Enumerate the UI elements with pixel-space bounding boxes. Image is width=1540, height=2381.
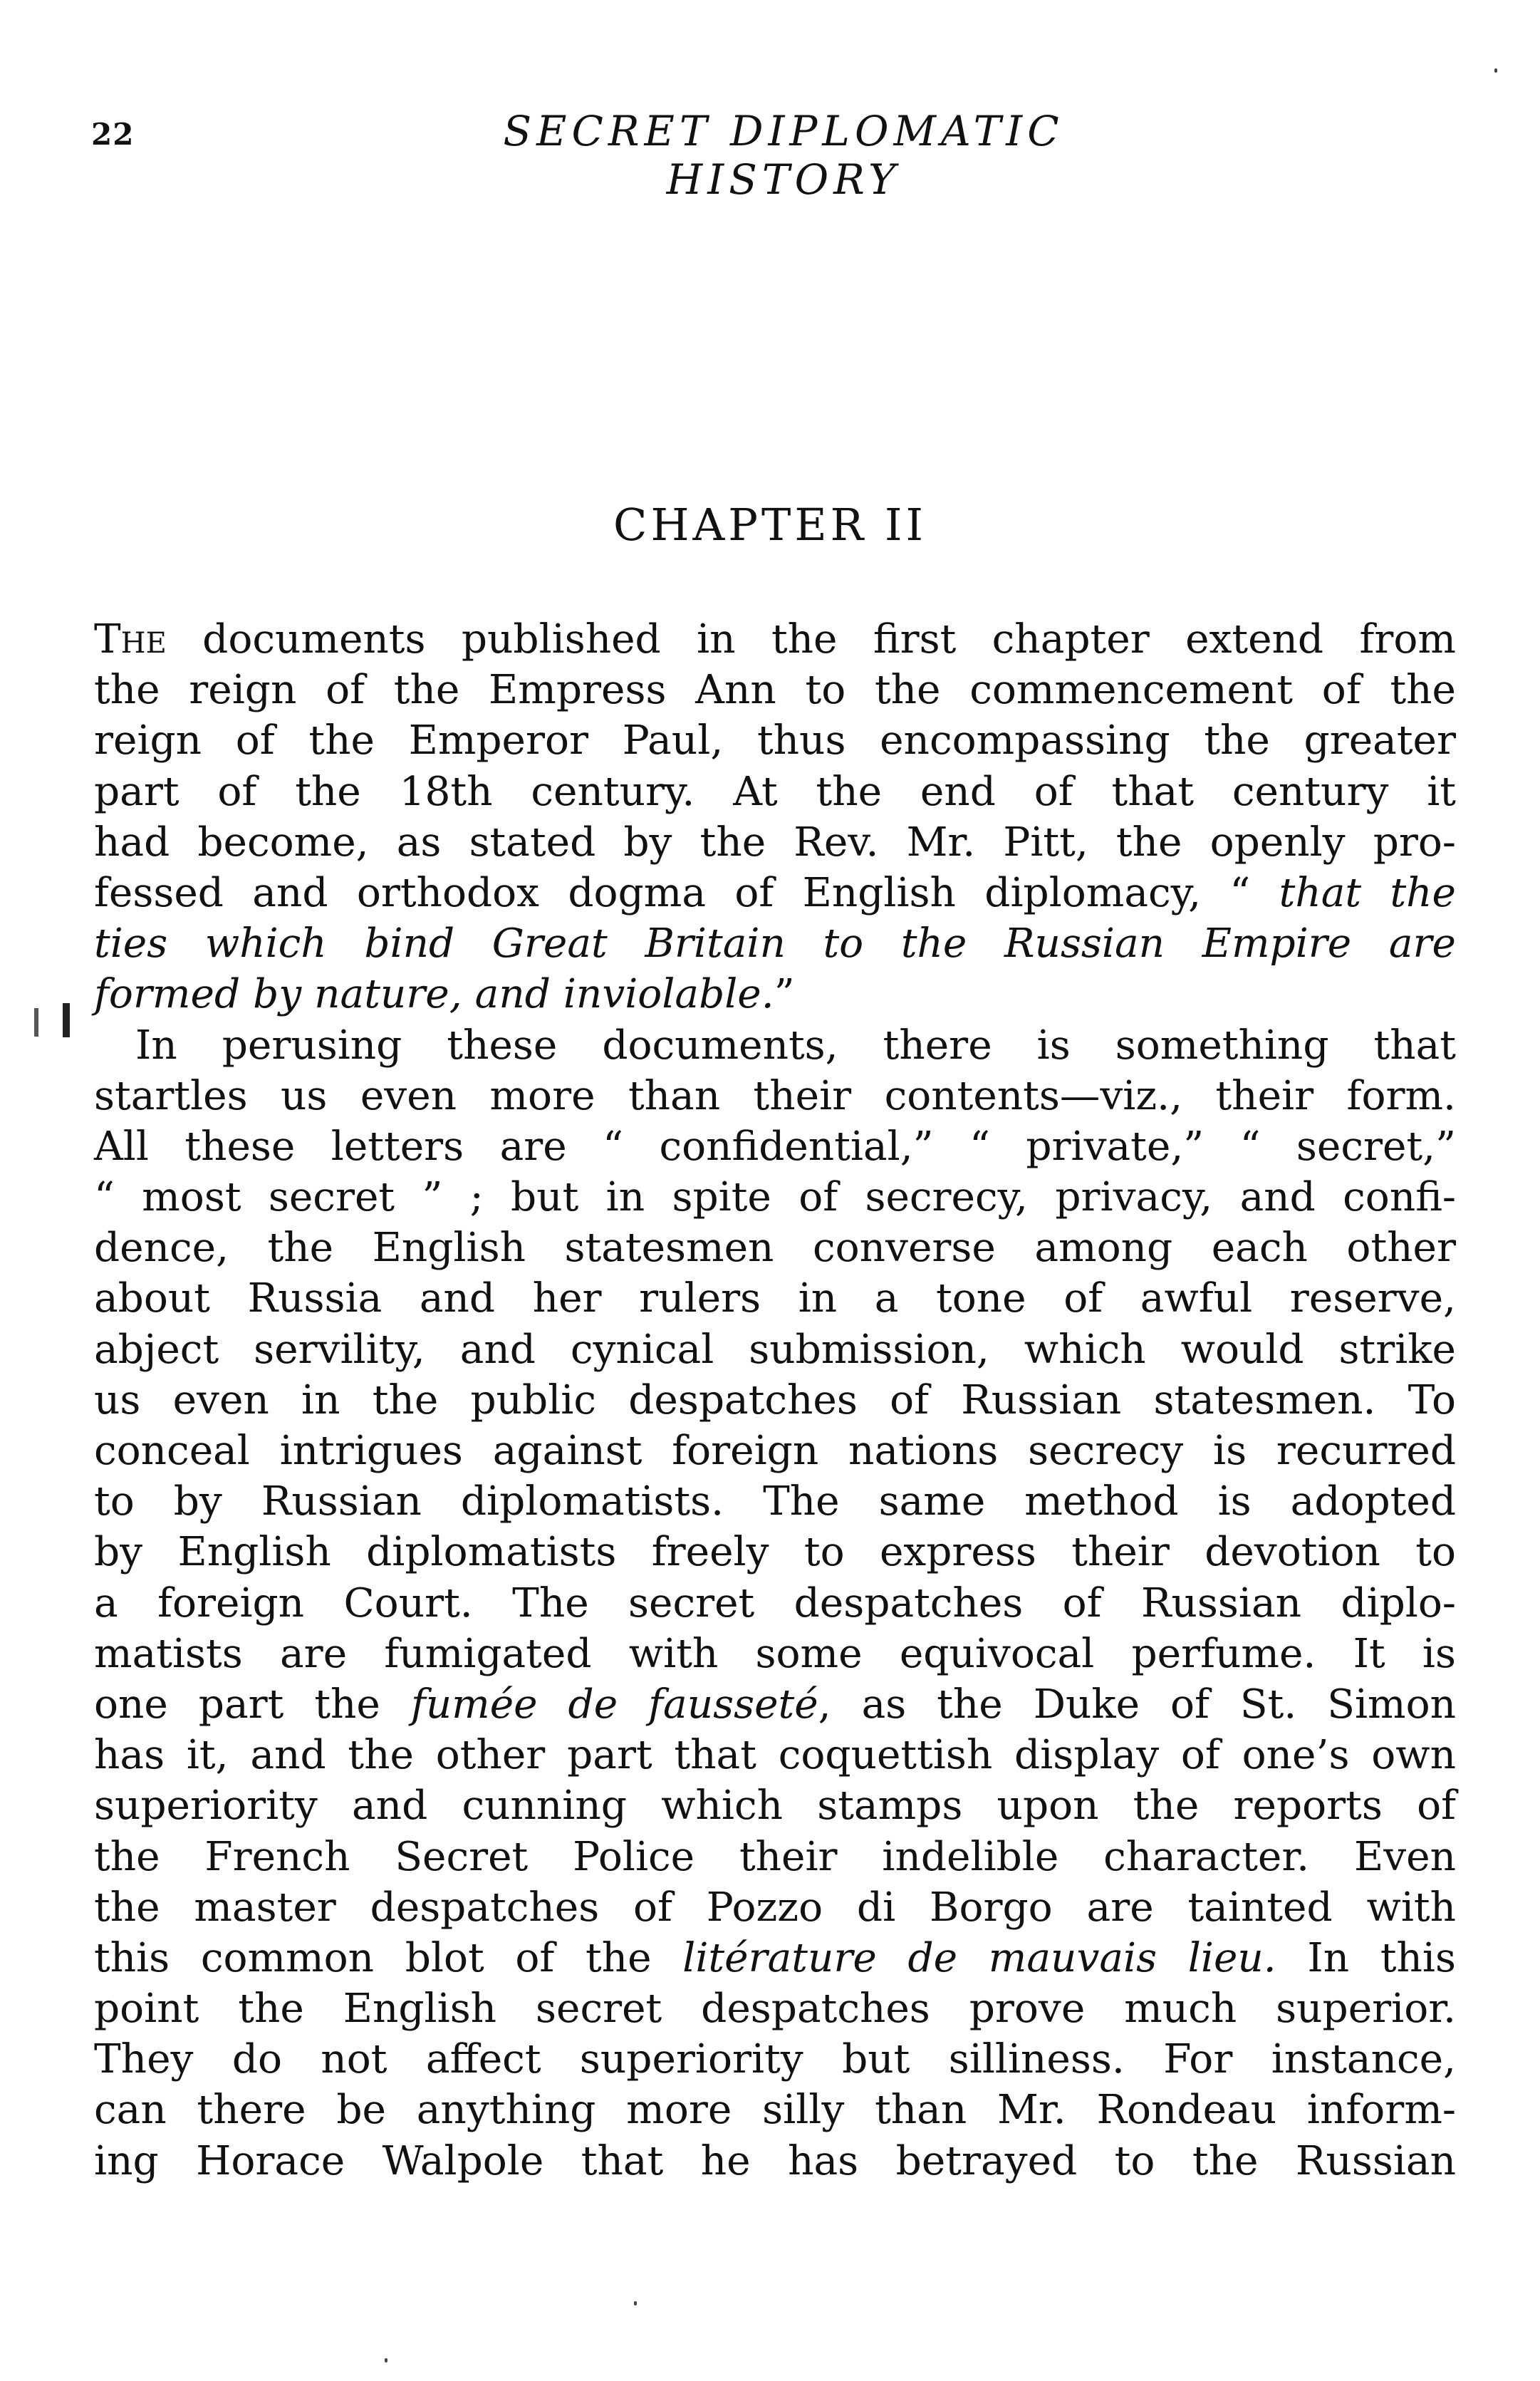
- text-run: dence, the English statesmen converse among each other: [94, 1225, 1456, 1272]
- text-line: [94, 2136, 1456, 2187]
- text-run: In perusing these documents, there is something that: [135, 1022, 1456, 1069]
- text-run: reign of the Emperor Paul, thus encompassing the greater: [94, 717, 1456, 764]
- text-line: [94, 614, 1456, 665]
- text-line: [94, 817, 1456, 868]
- text-run: point the English secret despatches prove much superior.: [94, 1986, 1456, 2033]
- text-line: [94, 1983, 1456, 2034]
- text-run: In this: [1276, 1934, 1456, 1981]
- text-run: a foreign Court. The secret despatches of Russian diplo-: [94, 1579, 1456, 1627]
- text-run: can there be anything more silly than Mr. Rondeau inform-: [94, 2087, 1456, 2134]
- text-run: the master despatches of Pozzo di Borgo are tainted with: [94, 1884, 1456, 1931]
- text-line: [94, 1324, 1456, 1375]
- text-line: [94, 1730, 1456, 1780]
- text-line: [94, 1476, 1456, 1527]
- margin-mark: [34, 1008, 38, 1037]
- text-line: [94, 1578, 1456, 1629]
- chapter-title: CHAPTER II: [613, 499, 927, 551]
- text-line: [94, 1679, 1456, 1730]
- text-line: [94, 1172, 1456, 1223]
- text-line: [94, 767, 1456, 817]
- speck: [385, 2358, 387, 2362]
- text-line: [94, 1527, 1456, 1577]
- text-line: [94, 1121, 1456, 1172]
- italic-run: formed by nature, and inviolable.: [94, 971, 774, 1018]
- italic-run: ties which bind Great Britain to the Russian Empire are: [94, 920, 1456, 968]
- page-header: [0, 107, 1540, 204]
- text-line: [94, 1780, 1456, 1831]
- text-run: this common blot of the: [94, 1934, 683, 1981]
- running-title: SECRET DIPLOMATIC HISTORY: [503, 107, 1064, 204]
- text-line: [94, 715, 1456, 766]
- text-line: [94, 1933, 1456, 1983]
- text-run: one part the: [94, 1681, 411, 1728]
- text-line: [94, 1882, 1456, 1933]
- text-run: All these letters are “ confidential,” “ private,” “ secret,”: [94, 1123, 1456, 1170]
- text-run: ”: [774, 971, 795, 1018]
- text-line: [94, 868, 1456, 918]
- text-run: ing Horace Walpole that he has betrayed to the Russian: [94, 2137, 1456, 2184]
- text-run: The: [94, 616, 167, 663]
- page-number: 22: [91, 117, 135, 152]
- text-run: to by Russian diplomatists. The same method is adopted: [94, 1478, 1456, 1525]
- text-run: us even in the public despatches of Russian statesmen. To: [94, 1376, 1456, 1423]
- text-line: [94, 1426, 1456, 1476]
- text-run: “ most secret ” ; but in spite of secrecy, privacy, and confi-: [94, 1174, 1456, 1221]
- italic-run: litérature de mauvais lieu.: [682, 1934, 1276, 1981]
- text-run: , as the Duke of St. Simon: [818, 1681, 1456, 1728]
- text-line: [94, 1375, 1456, 1426]
- text-run: had become, as stated by the Rev. Mr. Pitt, the openly pro-: [94, 819, 1456, 866]
- text-run: They do not affect superiority but silliness. For instance,: [94, 2036, 1456, 2083]
- text-run: startles us even more than their contents—viz., their form.: [94, 1072, 1456, 1119]
- speck: [634, 2301, 637, 2305]
- italic-run: that the: [1279, 869, 1456, 916]
- italic-run: fumée de fausseté: [410, 1681, 818, 1728]
- text-line: [94, 1223, 1456, 1273]
- text-run: about Russia and her rulers in a tone of awful reserve,: [94, 1275, 1456, 1322]
- text-run: has it, and the other part that coquettish display of one’s own: [94, 1732, 1456, 1779]
- text-run: documents published in the first chapter extend from: [166, 616, 1456, 663]
- text-line: [94, 918, 1456, 969]
- text-run: the French Secret Police their indelible character. Even: [94, 1833, 1456, 1880]
- text-run: by English diplomatists freely to express their devotion to: [94, 1529, 1456, 1576]
- margin-mark: [63, 1003, 70, 1037]
- text-line: [94, 2034, 1456, 2085]
- text-line: [94, 1020, 1456, 1071]
- text-line: [94, 1071, 1456, 1121]
- text-run: superiority and cunning which stamps upon the reports of: [94, 1783, 1456, 1830]
- text-run: matists are fumigated with some equivocal perfume. It is: [94, 1630, 1456, 1677]
- text-run: fessed and orthodox dogma of English diplomacy, “: [94, 869, 1279, 916]
- text-line: [94, 1273, 1456, 1324]
- text-run: part of the 18th century. At the end of that century it: [94, 768, 1456, 815]
- text-run: the reign of the Empress Ann to the commencement of the: [94, 667, 1456, 714]
- text-line: [94, 969, 1456, 1020]
- text-line: [94, 1629, 1456, 1679]
- text-line: [94, 2085, 1456, 2135]
- text-run: abject servility, and cynical submission, which would strike: [94, 1326, 1456, 1373]
- text-line: [94, 1832, 1456, 1882]
- text-line: [94, 665, 1456, 715]
- text-run: conceal intrigues against foreign nations secrecy is recurred: [94, 1428, 1456, 1474]
- body-text: [94, 614, 1456, 2187]
- speck: [1494, 68, 1497, 73]
